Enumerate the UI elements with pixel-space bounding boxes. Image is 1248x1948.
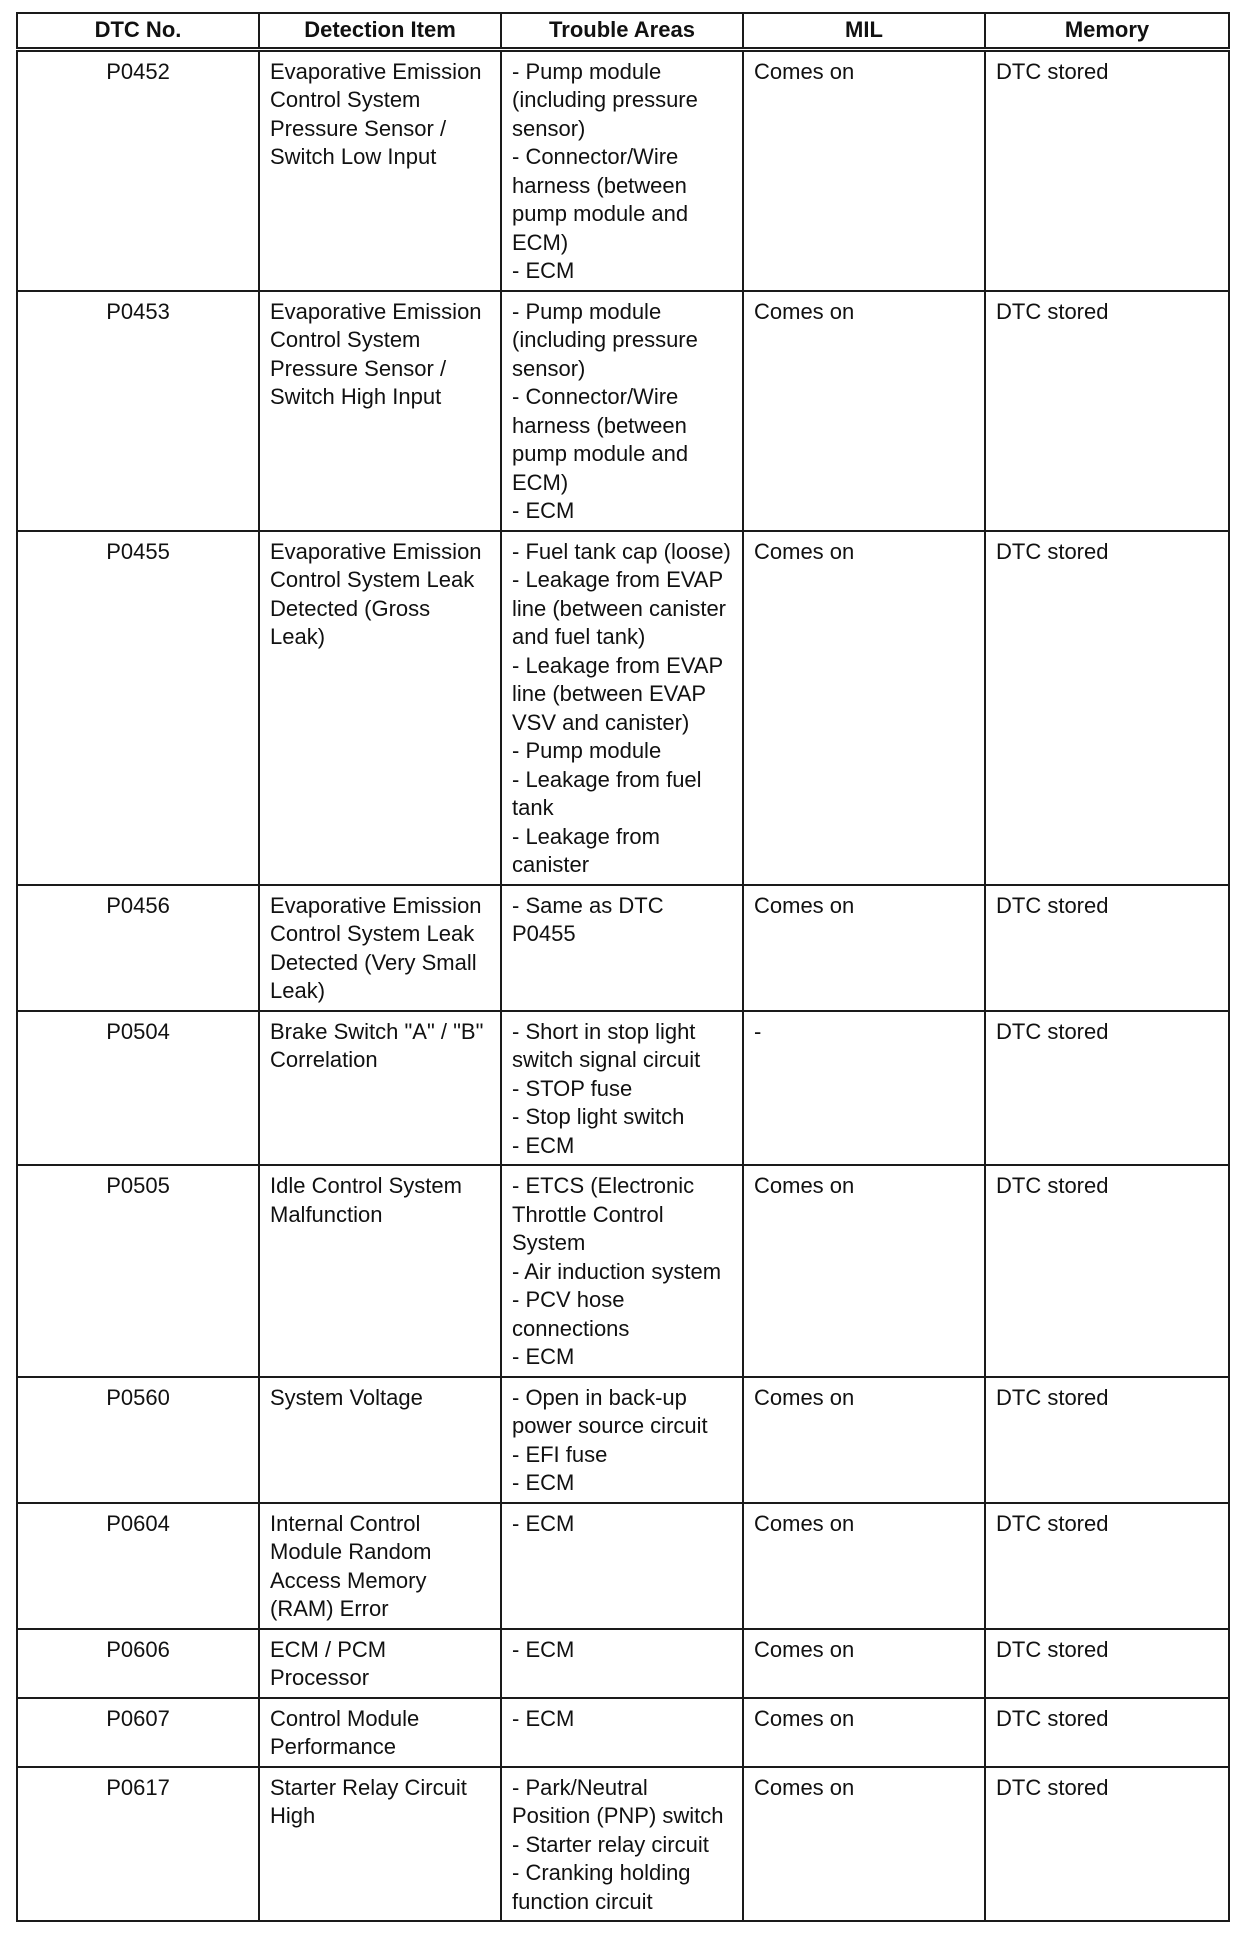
memory-cell: DTC stored <box>985 1767 1229 1922</box>
trouble-area-item: - Leakage from EVAP line (between canister and fuel tank) <box>512 567 727 649</box>
mil-cell: Comes on <box>743 1503 985 1629</box>
trouble-area-item: - Connector/Wire harness (between pump module and ECM) <box>512 144 689 255</box>
detection-item-cell: Evaporative Emission Control System Pressure Sensor / Switch High Input <box>259 291 501 531</box>
detection-item-cell: Evaporative Emission Control System Pressure Sensor / Switch Low Input <box>259 49 501 291</box>
detection-item-cell: Evaporative Emission Control System Leak Detected (Very Small Leak) <box>259 885 501 1011</box>
detection-item-cell: Idle Control System Malfunction <box>259 1165 501 1377</box>
table-row <box>17 49 1229 291</box>
trouble-area-item: - ECM <box>512 1705 575 1731</box>
mil-cell: Comes on <box>743 1165 985 1377</box>
table-row <box>17 291 1229 531</box>
dtc-code-cell: P0452 <box>17 49 259 291</box>
memory-cell: DTC stored <box>985 1503 1229 1629</box>
detection-item-cell: Evaporative Emission Control System Leak Detected (Gross Leak) <box>259 531 501 885</box>
detection-item-cell: Internal Control Module Random Access Memory (RAM) Error <box>259 1503 501 1629</box>
trouble-area-item: - Park/Neutral Position (PNP) switch <box>512 1774 724 1828</box>
table-row <box>17 1698 1229 1767</box>
trouble-area-item: - ECM <box>512 498 575 523</box>
trouble-area-item: - Stop light switch <box>512 1104 685 1129</box>
detection-item-cell: Control Module Performance <box>259 1698 501 1767</box>
trouble-area-item: - Short in stop light switch signal circuit <box>512 1018 701 1072</box>
mil-cell: Comes on <box>743 1629 985 1698</box>
trouble-area-item: - ECM <box>512 1636 575 1662</box>
trouble-area-item: - Leakage from fuel tank <box>512 766 702 820</box>
dtc-code-cell: P0560 <box>17 1377 259 1503</box>
header-detection-item: Detection Item <box>259 13 501 49</box>
dtc-code-cell: P0504 <box>17 1011 259 1166</box>
trouble-areas-cell <box>501 1629 743 1698</box>
trouble-areas-cell <box>501 1377 743 1503</box>
trouble-area-item: - EFI fuse <box>512 1441 608 1467</box>
trouble-area-item: - Open in back-up power source circuit <box>512 1384 708 1438</box>
trouble-areas-cell <box>501 1503 743 1629</box>
dtc-code-cell: P0456 <box>17 885 259 1011</box>
trouble-areas-cell <box>501 1011 743 1166</box>
dtc-code-cell: P0617 <box>17 1767 259 1922</box>
memory-cell: DTC stored <box>985 885 1229 1011</box>
memory-cell: DTC stored <box>985 1629 1229 1698</box>
memory-cell: DTC stored <box>985 1377 1229 1503</box>
trouble-area-item: - Leakage from canister <box>512 823 660 877</box>
trouble-area-item: - Cranking holding function circuit <box>512 1860 691 1914</box>
detection-item-cell: Brake Switch "A" / "B" Correlation <box>259 1011 501 1166</box>
mil-cell: Comes on <box>743 1767 985 1922</box>
table-row <box>17 1767 1229 1922</box>
mil-cell: Comes on <box>743 885 985 1011</box>
trouble-area-item: - ETCS (Electronic Throttle Control System <box>512 1173 695 1255</box>
mil-cell: - <box>743 1011 985 1166</box>
dtc-code-cell: P0606 <box>17 1629 259 1698</box>
header-dtc-no: DTC No. <box>17 13 259 49</box>
header-memory: Memory <box>985 13 1229 49</box>
detection-item-cell: System Voltage <box>259 1377 501 1503</box>
header-row <box>17 13 1229 49</box>
dtc-code-cell: P0607 <box>17 1698 259 1767</box>
table-body <box>17 49 1229 1921</box>
mil-cell: Comes on <box>743 1698 985 1767</box>
header-trouble-areas: Trouble Areas <box>501 13 743 49</box>
dtc-table <box>16 12 1230 1922</box>
trouble-area-item: - ECM <box>512 1344 575 1369</box>
table-row <box>17 1377 1229 1503</box>
trouble-area-item: - ECM <box>512 258 575 283</box>
dtc-code-cell: P0604 <box>17 1503 259 1629</box>
trouble-area-item: - Same as DTC P0455 <box>512 892 664 946</box>
trouble-area-item: - ECM <box>512 1470 575 1495</box>
table-row <box>17 885 1229 1011</box>
trouble-area-item: - Pump module (including pressure sensor) <box>512 58 698 141</box>
table-header <box>17 13 1229 49</box>
trouble-area-item: - Leakage from EVAP line (between EVAP VSV and canister) <box>512 652 723 735</box>
trouble-area-item: - Starter relay circuit <box>512 1831 709 1857</box>
trouble-area-item: - Pump module (including pressure sensor) <box>512 298 698 381</box>
memory-cell: DTC stored <box>985 1011 1229 1166</box>
memory-cell: DTC stored <box>985 291 1229 531</box>
detection-item-cell: ECM / PCM Processor <box>259 1629 501 1698</box>
mil-cell: Comes on <box>743 1377 985 1503</box>
trouble-areas-cell <box>501 1165 743 1377</box>
table-row <box>17 1629 1229 1698</box>
trouble-area-item: - Fuel tank cap (loose) <box>512 538 731 564</box>
trouble-areas-cell <box>501 885 743 1011</box>
trouble-areas-cell <box>501 531 743 885</box>
header-mil: MIL <box>743 13 985 49</box>
trouble-area-item: - Connector/Wire harness (between pump module and ECM) <box>512 384 689 495</box>
trouble-areas-cell <box>501 1698 743 1767</box>
table-row <box>17 1165 1229 1377</box>
memory-cell: DTC stored <box>985 531 1229 885</box>
memory-cell: DTC stored <box>985 1698 1229 1767</box>
detection-item-cell: Starter Relay Circuit High <box>259 1767 501 1922</box>
dtc-code-cell: P0453 <box>17 291 259 531</box>
memory-cell: DTC stored <box>985 1165 1229 1377</box>
memory-cell: DTC stored <box>985 49 1229 291</box>
trouble-area-item: - Air induction system <box>512 1258 722 1284</box>
mil-cell: Comes on <box>743 49 985 291</box>
trouble-areas-cell <box>501 291 743 531</box>
trouble-areas-cell <box>501 1767 743 1922</box>
table-row <box>17 531 1229 885</box>
trouble-area-item: - PCV hose connections <box>512 1287 630 1341</box>
mil-cell: Comes on <box>743 291 985 531</box>
dtc-code-cell: P0455 <box>17 531 259 885</box>
trouble-area-item: - ECM <box>512 1132 575 1158</box>
trouble-area-item: - ECM <box>512 1510 575 1536</box>
mil-cell: Comes on <box>743 531 985 885</box>
table-row <box>17 1503 1229 1629</box>
table-row <box>17 1011 1229 1166</box>
dtc-code-cell: P0505 <box>17 1165 259 1377</box>
trouble-area-item: - Pump module <box>512 738 662 763</box>
trouble-areas-cell <box>501 49 743 291</box>
trouble-area-item: - STOP fuse <box>512 1075 633 1101</box>
